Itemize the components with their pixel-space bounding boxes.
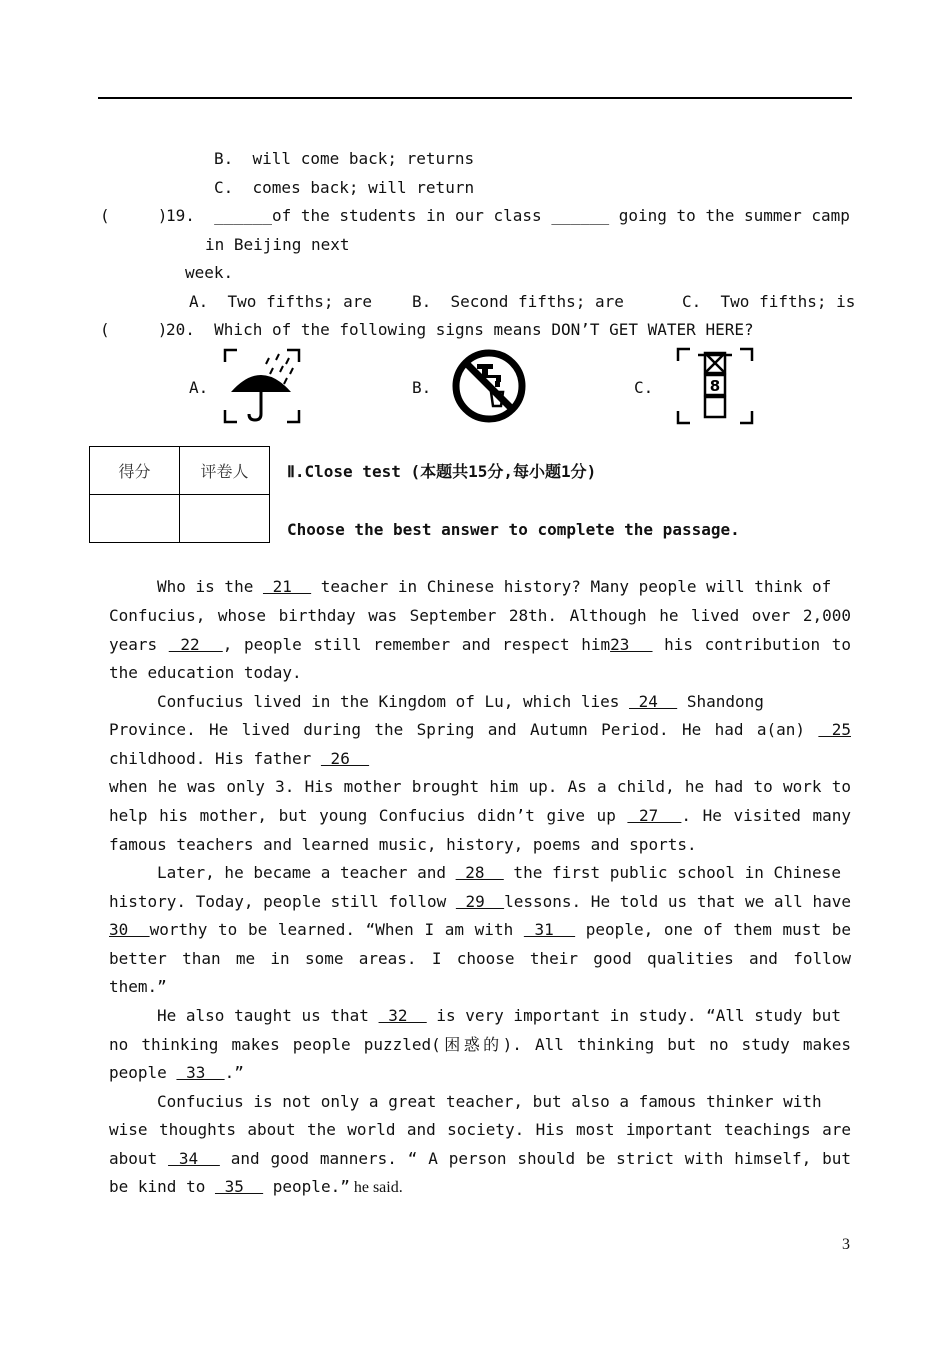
score-cell[interactable] xyxy=(90,495,180,543)
q20-paren: ( ) xyxy=(100,320,168,339)
blank-34: 34 xyxy=(168,1149,220,1168)
passage-line: wise thoughts about the world and society. His most important teachings are xyxy=(109,1120,851,1139)
q20-label-c: C. xyxy=(634,378,654,397)
q19-text-line2: in Beijing next xyxy=(205,235,350,254)
passage-line: Later, he became a teacher and 28 the first public school in Chinese xyxy=(157,863,841,882)
passage-line: Confucius is not only a great teacher, but also a famous thinker with xyxy=(157,1092,822,1111)
q20-label-b: B. xyxy=(412,378,432,397)
q19-paren: ( ) xyxy=(100,206,168,225)
passage-line: people 33 .” xyxy=(109,1063,244,1082)
passage-line: Confucius, whose birthday was September 28th. Although he lived over 2,000 xyxy=(109,606,851,625)
section-title: Ⅱ.Close test (本题共15分,每小题1分) xyxy=(287,462,597,481)
passage-line: He also taught us that 32 is very important in study. “All study but xyxy=(157,1006,841,1025)
q19-text-line1: 19. ______of the students in our class ______ going to the summer camp xyxy=(166,206,850,225)
passage-line: be kind to 35 people.” he said. xyxy=(109,1177,403,1196)
no-tap-water-icon xyxy=(451,348,527,424)
passage-line: Who is the 21 teacher in Chinese history? Many people will think of xyxy=(157,577,832,596)
blank-31: 31 xyxy=(523,920,576,939)
passage-line: when he was only 3. His mother brought him up. As a child, he had to work to xyxy=(109,777,851,796)
passage-line: years 22 , people still remember and respect him23 his contribution to xyxy=(109,635,852,654)
passage-line: help his mother, but young Confucius didn’t give up 27 . He visited many xyxy=(109,806,851,825)
passage-line: famous teachers and learned music, history, poems and sports. xyxy=(109,835,697,854)
grader-cell[interactable] xyxy=(180,495,270,543)
blank-32: 32 xyxy=(378,1006,427,1025)
blank-30: 30 xyxy=(109,920,150,939)
header-rule xyxy=(98,97,852,99)
score-header: 得分 xyxy=(90,447,180,495)
q19-option-a: A. Two fifths; are xyxy=(189,292,373,311)
q18-option-c: C. comes back; will return xyxy=(214,178,475,197)
blank-22: 22 xyxy=(168,635,223,654)
score-table xyxy=(89,446,270,543)
blank-24: 24 xyxy=(629,692,678,711)
blank-25: 25 xyxy=(818,720,851,739)
stacking-limit-number: 8 xyxy=(709,377,721,395)
keep-dry-umbrella-icon xyxy=(223,348,301,424)
blank-26: 26 xyxy=(320,749,370,768)
passage-line: Confucius lived in the Kingdom of Lu, which lies 24 Shandong xyxy=(157,692,764,711)
passage-line: about 34 and good manners. “ A person should be strict with himself, but xyxy=(109,1149,852,1168)
passage-line: them.” xyxy=(109,977,167,996)
blank-35: 35 xyxy=(214,1177,264,1196)
stacking-limit-icon xyxy=(676,347,754,425)
passage-line: Province. He lived during the Spring and Autumn Period. He had a(an) 25 xyxy=(109,720,851,739)
q19-option-c: C. Two fifths; is xyxy=(682,292,856,311)
passage-line: the education today. xyxy=(109,663,302,682)
blank-21: 21 xyxy=(262,577,312,596)
grader-header: 评卷人 xyxy=(180,447,270,495)
blank-27: 27 xyxy=(627,806,682,825)
passage-line: childhood. His father 26 xyxy=(109,749,370,768)
q19-text-line3: week. xyxy=(185,263,234,282)
blank-33: 33 xyxy=(176,1063,225,1082)
passage-line: history. Today, people still follow 29 lessons. He told us that we all have xyxy=(109,892,851,911)
q20-label-a: A. xyxy=(189,378,209,397)
page-number: 3 xyxy=(842,1236,850,1253)
q18-option-b: B. will come back; returns xyxy=(214,149,475,168)
passage-line: 30 worthy to be learned. “When I am with 31 people, one of them must be xyxy=(109,920,852,939)
q20-text: 20. Which of the following signs means DON’T GET WATER HERE? xyxy=(166,320,754,339)
passage-line: better than me in some areas. I choose their good qualities and follow xyxy=(109,949,851,968)
q19-option-b: B. Second fifths; are xyxy=(412,292,624,311)
blank-29: 29 xyxy=(455,892,505,911)
passage-line: no thinking makes people puzzled(困惑的). All thinking but no study makes xyxy=(109,1035,851,1054)
section-instruction: Choose the best answer to complete the passage. xyxy=(287,520,740,539)
blank-23: 23 xyxy=(610,635,653,654)
blank-28: 28 xyxy=(455,863,504,882)
